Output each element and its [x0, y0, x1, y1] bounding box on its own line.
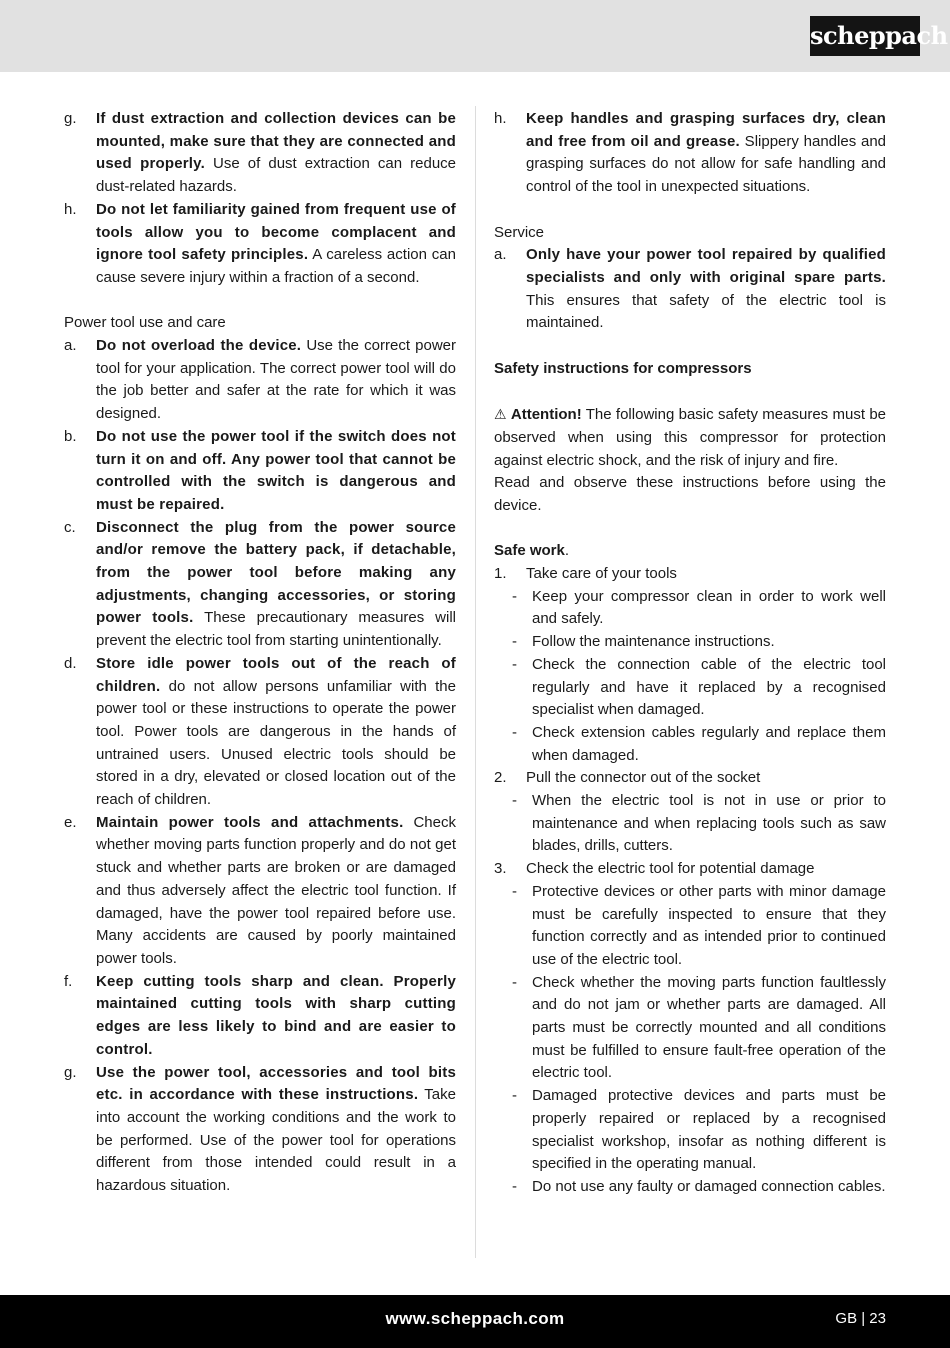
- paragraph: Read and observe these instructions before using the device.: [494, 474, 886, 514]
- page-number: GB | 23: [835, 1310, 886, 1327]
- bullet-item: - Do not use any faulty or damaged connection cables.: [512, 1177, 886, 1195]
- item-label: g.: [64, 110, 77, 127]
- bullet-item: - Protective devices or other parts with minor damage must be carefully inspected to ensure that they function correctly and as intended prior to continued use of the electric tool.: [512, 882, 886, 968]
- bullet-item: - Damaged protective devices and parts must be properly repaired or replaced by a recognised specialist workshop, insofar as nothing different is specified in the operating manual.: [512, 1087, 886, 1173]
- numbered-item: [494, 767, 886, 790]
- list-item: [64, 199, 456, 290]
- item-label: 1.: [494, 565, 507, 582]
- item-label: g.: [64, 1063, 77, 1081]
- list-item: [64, 108, 456, 199]
- column-divider: [475, 106, 476, 1258]
- bullet-item: - Check whether the moving parts function faultlessly and do not jam or whether parts are damaged. All parts must be correctly mounted and all conditions must be fulfilled to ensure fault-free operation of the electric tool.: [512, 973, 886, 1082]
- scheppach-logo: scheppach: [810, 16, 920, 56]
- section-heading: Safety instructions for compressors: [494, 359, 752, 377]
- item-label: f.: [64, 972, 73, 990]
- item-text: If dust extraction and collection devices can be mounted, make sure that they are connected and used properly. Use of dust extraction can reduce dust-related hazards.: [96, 110, 456, 196]
- left-column: [64, 108, 456, 1198]
- list-item: [64, 335, 456, 426]
- header-bar: [0, 0, 950, 72]
- bullet-item: - Check the connection cable of the electric tool regularly and have it replaced by a recognised specialist when damaged.: [512, 655, 886, 719]
- item-text: Do not use the power tool if the switch does not turn it on and off. Any power tool that cannot be controlled with the switch is dangerous and must be repaired.: [96, 427, 456, 513]
- list-item: [494, 108, 886, 199]
- item-text: Keep cutting tools sharp and clean. Properly maintained cutting tools with sharp cutting edges are less likely to bind and are easier to control.: [96, 972, 456, 1058]
- item-label: 2.: [494, 769, 507, 787]
- footer-bar: [0, 1295, 950, 1348]
- item-text: Disconnect the plug from the power source and/or remove the battery pack, if detachable, from the power tool before making any adjustments, changing accessories, or storing power tools. These precautionary measures will prevent the electric tool from starting unintentionally.: [96, 518, 456, 650]
- bullet-item: - Check extension cables regularly and replace them when damaged.: [512, 723, 886, 764]
- attention-paragraph: ⚠ Attention! The following basic safety measures must be observed when using this compressor for protection against electric shock, and the risk of injury and fire.: [494, 403, 886, 472]
- bullet-item: - When the electric tool is not in use or prior to maintenance and when replacing tools such as saw blades, drills, cutters.: [512, 792, 886, 855]
- list-item: [64, 812, 456, 971]
- item-label: h.: [64, 200, 77, 218]
- item-label: a.: [494, 246, 507, 264]
- item-text: Use the power tool, accessories and tool bits etc. in accordance with these instructions. Take into account the working conditions and the work to be performed. Use of the power tool for operations different from those intended could result in a hazardous situation.: [96, 1063, 456, 1195]
- item-text: Do not overload the device. Use the correct power tool for your application. The correct power tool will do the job better and safer at the rate for which it was designed.: [96, 337, 456, 423]
- list-item: [64, 517, 456, 653]
- list-item: [64, 1062, 456, 1198]
- item-label: e.: [64, 813, 77, 831]
- list-item: [64, 971, 456, 1062]
- item-label: b.: [64, 427, 77, 445]
- warning-icon: ⚠: [494, 406, 507, 423]
- item-label: 3.: [494, 860, 507, 878]
- item-text: Keep handles and grasping surfaces dry, clean and free from oil and grease. Slippery handles and grasping surfaces do not allow for safe handling and control of the tool in unexpected situations.: [526, 110, 886, 196]
- list-item: [494, 244, 886, 335]
- list-item: [64, 426, 456, 517]
- right-column: [494, 108, 886, 1199]
- item-label: a.: [64, 337, 77, 355]
- item-label: d.: [64, 654, 77, 672]
- section-heading: Service: [494, 223, 545, 241]
- list-item: [64, 653, 456, 812]
- safe-work-heading: Safe work.: [494, 542, 570, 560]
- website-link[interactable]: www.scheppach.com: [385, 1309, 565, 1328]
- bullet-item: - Keep your compressor clean in order to work well and safely.: [512, 587, 886, 628]
- numbered-item: [494, 563, 886, 586]
- item-label: h.: [494, 110, 507, 127]
- item-text: Pull the connector out of the socket: [526, 769, 761, 787]
- item-text: Only have your power tool repaired by qualified specialists and only with original spare parts. This ensures that safety of the electric tool is maintained.: [526, 246, 886, 332]
- section-heading: Power tool use and care: [64, 314, 226, 332]
- item-label: c.: [64, 518, 76, 536]
- item-text: Take care of your tools: [526, 565, 677, 582]
- bullet-item: - Follow the maintenance instructions.: [512, 633, 775, 651]
- item-text: Maintain power tools and attachments. Check whether moving parts function properly and do not get stuck and whether parts are broken or are damaged and thus adversely affect the electric tool function. If damaged, have the power tool repaired before use. Many accidents are caused by poorly maintained power tools.: [96, 813, 456, 967]
- numbered-item: [494, 858, 886, 881]
- item-text: Check the electric tool for potential damage: [526, 860, 815, 878]
- item-text: Do not let familiarity gained from frequent use of tools allow you to become complacent and ignore tool safety principles. A careless action can cause severe injury within a fraction of a second.: [96, 200, 456, 286]
- item-text: Store idle power tools out of the reach of children. do not allow persons unfamiliar with the power tool or these instructions to operate the power tool. Power tools are dangerous in the hands of untrained users. Unused electric tools should be stored in a dry, elevated or closed location out of the reach of children.: [96, 654, 456, 809]
